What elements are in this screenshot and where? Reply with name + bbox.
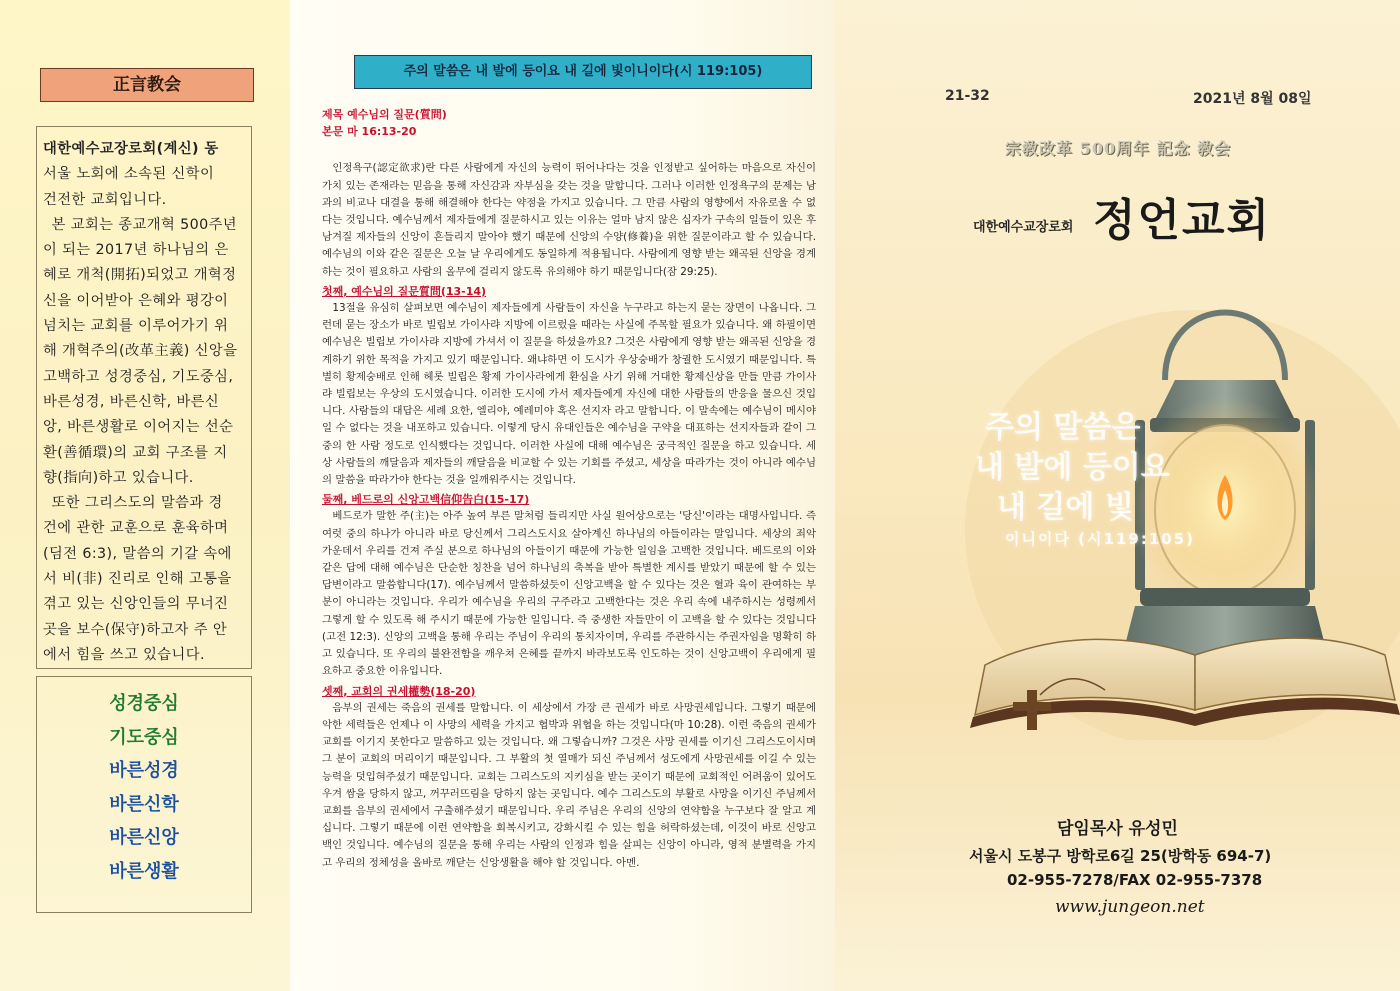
intro-line: 서 비(非) 진리로 인해 고통을 — [43, 571, 232, 588]
church-intro-box — [36, 126, 252, 669]
intro-line: 환(善循環)의 교회 구조를 지 — [43, 444, 228, 461]
intro-line: 또한 그리스도의 말씀과 경 — [51, 495, 223, 512]
reformation-anniversary-caption: 宗敎改革 500周年 記念 敎会 — [1005, 139, 1232, 158]
core-value-right-theology: 바른신학 — [109, 793, 179, 815]
intro-line: 건에 관한 교훈으로 훈육하며 — [43, 520, 229, 537]
intro-line: 신을 이어받아 은혜와 평강이 — [43, 292, 229, 309]
intro-line: 고백하고 성경중심, 기도중심, — [43, 368, 234, 385]
artwork-line-2: 내 발에 등이요 — [975, 450, 1170, 485]
intro-line: 앙, 바른생활로 이어지는 선순 — [43, 419, 234, 436]
section-heading-1: 첫째, 예수님의 질문質問(13-14) — [322, 284, 487, 298]
church-title: 정언교회 — [1093, 195, 1272, 246]
issue-date: 2021년 8월 08일 — [1193, 91, 1312, 107]
sermon-intro-paragraph: 인정욕구(認定欲求)란 다른 사람에게 자신의 능력이 뛰어나다는 것을 인정받고 싶어하는 마음으로 자신이 가치 있는 존재라는 믿음을 통해 자신감과 자부심을 갖는 것을 말합니다. 그러나 이러한 인정욕구의 문제는 남과의 비교나 대결을 통해 해결해야 한다는 약점을 가지고 있습니다. 그 만큼 사람의 영향에서 자유로울 수 없다는 것입니다. 예수님께서 제자들에게 질문하시고 있는 이유는 얼마 남지 않은 십자가 구속의 일들이 있은 후 남겨질 제자들의 신앙이 흔들리지 말아야 했기 때문에 신앙의 수양(修養)을 위한 질문이라고 할 수 있습니다. 예수님의 이와 같은 질문은 오늘 날 우리에게도 동일하게 적용됩니다. 사람에게 영향 받는 왜곡된 신앙을 경계하는 것이 필요하고 사람의 올무에 걸리지 않도록 유의해야 하기 때문입니다(잠 29:25). — [322, 162, 816, 278]
section-heading-3: 셋째, 교회의 권세權勢(18-20) — [322, 684, 476, 698]
section-body-1: 13절을 유심히 살펴보면 예수님이 제자들에게 사람들이 자신을 누구라고 하는지 묻는 장면이 나옵니다. 그런데 묻는 장소가 바로 빌립보 가이사랴 지방에 이르렀을 때라는 사실에 주목할 필요가 있습니다. 왜 하필이면 예수님은 빌립보 가이사랴 지방에 가셔서 이 질문을 하셨을까요? 그것은 사람에게 영향 받는 왜곡된 신앙을 경계하기 위한 목적을 가지고 있기 때문입니다. 왜냐하면 이 도시가 우상숭배가 창궐한 도시였기 때문입니다. 특별히 황제숭배로 인해 헤롯 빌립은 황제 가이사라에게 환심을 사기 위해 거대한 황제신상을 만들 만큼 가이사랴 빌립보는 우상의 도시였습니다. 이러한 도시에 가서 제자들에게 자신에 대한 사람들의 반응을 물으신 것입니다. 사람들의 대답은 세례 요한, 엘리야, 예레미야 혹은 선지자 라고 말합니다. 이 말속에는 예수님이 메시야일 수 없다는 것을 내포하고 있습니다. 이렇게 당시 유대인들은 예수님을 구약을 대표하는 선지자들과 같이 그 중의 한 사람 정도로 인식했다는 것입니다. 이러한 사실에 대해 예수님은 궁극적인 질문을 하고 있습니다. 세상 사람들의 깨달음과 제자들의 깨달음을 비교할 수 있는 기회를 주셨고, 세상을 따라가는 것이 아니라 예수님의 말씀을 따라가야 한다는 것을 일깨워주시는 것입니다. — [322, 302, 816, 487]
intro-line: 건전한 교회입니다. — [43, 191, 167, 208]
church-website-link[interactable]: www.jungeon.net — [1055, 897, 1205, 917]
sermon-scripture: 본문 마 16:13-20 — [322, 125, 417, 139]
cross-horizontal — [1013, 702, 1051, 711]
core-values-box — [36, 676, 252, 913]
intro-line: 이 되는 2017년 하나님의 은 — [43, 242, 229, 259]
sermon-panel — [290, 0, 835, 991]
church-address: 서울시 도봉구 방학로6길 25(방학동 694-7) — [969, 847, 1272, 865]
artwork-verse-text — [975, 408, 1196, 550]
core-value-right-life: 바른생활 — [109, 860, 179, 882]
lantern-base-ring — [1140, 588, 1310, 606]
church-intro-text — [43, 137, 245, 668]
intro-line: 서울 노회에 소속된 신학이 — [43, 166, 215, 183]
intro-line: 혜로 개척(開拓)되었고 개혁정 — [43, 267, 237, 284]
pastor-name: 담임목사 유성민 — [1057, 819, 1178, 839]
core-value-right-bible: 바른성경 — [109, 760, 179, 781]
intro-line: 겪고 있는 신앙인들의 무너진 — [43, 596, 229, 613]
intro-line: 넘치는 교회를 이루어가기 위 — [43, 318, 229, 335]
sermon-body — [322, 106, 816, 966]
intro-line: 대한예수교장로회(계신) 동 — [43, 141, 219, 157]
verse-banner: 주의 말씀은 내 발에 등이요 내 길에 빛이니이다(시 119:105) — [354, 55, 812, 89]
core-value-prayer: 기도중심 — [109, 726, 179, 748]
section-body-2: 베드로가 말한 주(主)는 아주 높여 부른 말처럼 들리지만 사실 원어상으로는 '당신'이라는 대명사입니다. 즉 여럿 중의 하나가 아니라 바로 당신께서 그리스도시요 살아계신 하나님의 아들이라는 말입니다. 세상의 죄악 가운데서 우리를 건져 주실 분으로 하나님의 아들이기 때문에 가능한 일임을 고백한 것입니다. 베드로의 이와 같은 답에 대해 예수님은 단순한 칭찬을 넘어 하나님의 축복을 받아 특별한 계시를 받았기 때문에 할 수 있는 답변이라고 말씀합니다(17). 예수님께서 말씀하셨듯이 신앙고백을 할 수 있다는 것은 혈과 육이 관여하는 부분이 아니라는 것입니다. 우리가 예수님을 우리의 구주라고 고백한다는 것은 우리 속에 내주하시는 성령께서 그렇게 할 수 있도록 해 주시기 때문에 가능한 일입니다. 즉 중생한 자들만이 이 고백을 할 수 있다는 것입니다(고전 12:3). 신앙의 고백을 통해 우리는 주님이 우리의 통치자이며, 우리를 주관하시는 주권자임을 명확히 하고 있습니다. 또 우리의 불완전함을 깨우쳐 은혜를 끝까지 바라보도록 인도하는 것이 신앙고백이 우리에게 필요하고 중요한 이유입니다. — [322, 510, 816, 678]
intro-line: 에서 힘을 쓰고 있습니다. — [43, 646, 205, 663]
sermon-title: 제목 예수님의 질문(質問) — [322, 108, 447, 121]
issue-number: 21-32 — [945, 88, 990, 104]
intro-line: (딤전 6:3), 말씀의 기갈 속에 — [43, 545, 232, 562]
core-value-right-faith: 바른신앙 — [109, 827, 179, 848]
intro-line: 본 교회는 종교개혁 500주년 — [51, 216, 238, 233]
section-heading-2: 둘째, 베드로의 신앙고백信仰告白(15-17) — [322, 493, 530, 507]
artwork-line-3: 내 길에 빛 — [997, 490, 1134, 525]
artwork-line-1: 주의 말씀은 — [985, 410, 1141, 445]
intro-line: 향(指向)하고 있습니다. — [43, 469, 194, 486]
denomination-label: 대한예수교장로회 — [973, 220, 1074, 235]
section-body-3: 음부의 권세는 죽음의 권세를 말합니다. 이 세상에서 가장 큰 권세가 바로 사망권세입니다. 그렇기 때문에 악한 세력들은 언제나 이 사망의 세력을 가지고 협박과 위협을 하는 것입니다(마 10:28). 이런 죽음의 권세가 교회를 이기지 못한다고 말씀하고 있는 것입니다. 왜 그렇습니까? 그것은 사망 권세를 이기신 그리스도이시며 그 분이 교회의 머리이기 때문입니다. 그 부활의 첫 열매가 되신 주님께서 성도에게 사망권세를 이길 수 있는 능력을 덧입혀주셨기 때문입니다. 교회는 그리스도의 지키심을 받는 곳이기 때문에 교회적인 어려움이 있어도 우겨 쌈을 당하지 않고, 꺼꾸러뜨림을 당하지 않는 곳입니다. 예수 그리스도의 부활로 사망을 이기신 주님께서 교회를 음부의 권세에서 구출해주셨기 때문입니다. 우리 주님은 우리의 신앙의 연약함을 누구보다 잘 알고 계십니다. 그렇기 때문에 이런 연약함을 회복시키고, 강화시킬 수 있는 힘을 허락하셨는데, 이것이 바로 신앙고백인 것입니다. 예수님의 질문을 통해 우리는 사람의 인정과 힘을 살피는 신앙이 아니라, 영적 분별력을 가지고 우리의 정체성을 올바로 깨닫는 신앙생활을 해야 할 것입니다. 아멘. — [322, 701, 816, 869]
intro-line: 바른성경, 바른신학, 바른신 — [43, 393, 220, 410]
left-panel — [0, 0, 290, 991]
intro-line: 해 개혁주의(改革主義) 신앙을 — [43, 343, 238, 360]
intro-line: 곳을 보수(保守)하고자 주 안 — [43, 621, 228, 638]
church-name-badge: 正言教会 — [40, 68, 254, 102]
core-value-bible: 성경중심 — [109, 693, 179, 714]
church-phone: 02-955-7278/FAX 02-955-7378 — [1007, 871, 1263, 889]
artwork-line-4: 이니이다 (시119:105) — [1005, 530, 1196, 548]
cover-panel — [835, 0, 1400, 991]
